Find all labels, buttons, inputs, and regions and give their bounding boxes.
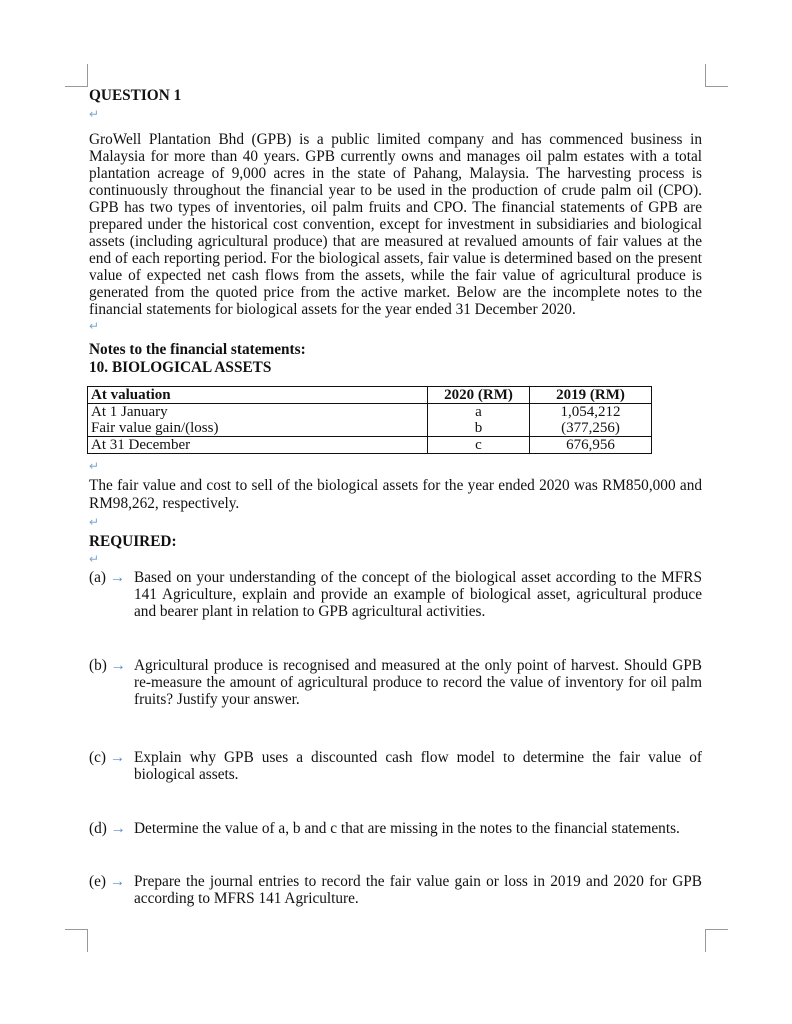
question-text: 141 Agriculture, explain and provide an example of biological asset, agricultural produce: [134, 586, 702, 603]
intro-line: prepared under the historical cost convention, except for investment in subsidiaries and biological: [89, 216, 702, 233]
paragraph-mark: ↵: [89, 459, 100, 473]
question-text: and bearer plant in relation to GPB agricultural activities.: [134, 603, 486, 620]
question-3-label: [89, 820, 129, 837]
question-text: according to MFRS 141 Agriculture.: [134, 890, 359, 907]
table-cell: b: [428, 420, 530, 437]
intro-line: end of each reporting period. For the biological assets, fair value is determined based on the present: [89, 250, 702, 267]
table-cell: a: [428, 404, 530, 421]
tab-arrow-icon: →: [109, 749, 126, 766]
question-label: (e): [89, 873, 106, 890]
question-4-label: [89, 873, 129, 890]
tab-arrow-icon: →: [110, 820, 126, 837]
question-label: (c): [89, 749, 106, 766]
table-cell: At 31 December: [88, 437, 428, 454]
question-1-label: [89, 657, 129, 674]
paragraph-mark: ↵: [89, 515, 100, 529]
question-text: Agricultural produce is recognised and measured at the only point of harvest. Should GPB: [134, 657, 702, 674]
intro-line: GroWell Plantation Bhd (GPB) is a public limited company and has commenced business in: [89, 131, 702, 148]
tab-arrow-icon: →: [109, 873, 126, 890]
paragraph-mark: ↵: [89, 319, 100, 333]
intro-line: financial statements for biological assets for the year ended 31 December 2020.: [89, 301, 576, 318]
intro-line: generated from the quoted price from the active market. Below are the incomplete notes to the: [89, 284, 702, 301]
crop-mark: [65, 64, 88, 87]
intro-line: continuously throughout the financial year to be used in the production of crude palm oil (CPO).: [89, 182, 702, 199]
crop-mark: [705, 929, 728, 952]
table-header: 2020 (RM): [428, 387, 530, 404]
crop-mark: [65, 929, 88, 952]
question-title: QUESTION 1: [89, 87, 182, 104]
table-cell: c: [428, 437, 530, 454]
table-header: At valuation: [88, 387, 428, 404]
question-text: fruits? Justify your answer.: [134, 691, 300, 708]
question-label: (a): [89, 569, 106, 586]
paragraph-mark: ↵: [89, 107, 100, 121]
required-heading: REQUIRED:: [89, 533, 177, 550]
table-cell: Fair value gain/(loss): [88, 420, 428, 437]
note-title: 10. BIOLOGICAL ASSETS: [89, 359, 272, 376]
intro-line: value of expected net cash flows from the assets, while the fair value of agricultural produce is: [89, 267, 702, 284]
question-0-label: [89, 569, 129, 586]
table-cell: At 1 January: [88, 404, 428, 421]
paragraph-mark: ↵: [89, 552, 100, 566]
question-label: (d): [89, 820, 107, 837]
question-text: biological assets.: [134, 766, 239, 783]
notes-heading: Notes to the financial statements:: [89, 341, 306, 358]
table-cell: 1,054,212: [530, 404, 652, 421]
question-text: re-measure the amount of agricultural produce to record the value of inventory for oil palm: [134, 674, 702, 691]
table-cell: 676,956: [530, 437, 652, 454]
question-text: Determine the value of a, b and c that are missing in the notes to the financial statements.: [134, 820, 680, 837]
question-text: Based on your understanding of the concept of the biological asset according to the MFRS: [134, 569, 702, 586]
intro-line: assets (including agricultural produce) that are measured at revalued amounts of fair values at the: [89, 233, 702, 250]
table-header: 2019 (RM): [530, 387, 652, 404]
crop-mark: [705, 64, 728, 87]
question-text: Explain why GPB uses a discounted cash flow model to determine the fair value of: [134, 749, 702, 766]
question-label: (b): [89, 657, 107, 674]
tab-arrow-icon: →: [109, 569, 126, 586]
question-2-label: [89, 749, 129, 766]
intro-line: plantation acreage of 9,000 acres in the state of Pahang, Malaysia. The harvesting process is: [89, 165, 702, 182]
fair-value-text: RM98,262, respectively.: [89, 495, 240, 512]
intro-line: GPB has two types of inventories, oil palm fruits and CPO. The financial statements of GPB are: [89, 199, 702, 216]
intro-line: Malaysia for more than 40 years. GPB currently owns and manages oil palm estates with a total: [89, 148, 702, 165]
table-cell: (377,256): [530, 420, 652, 437]
tab-arrow-icon: →: [110, 657, 126, 674]
fair-value-text: The fair value and cost to sell of the biological assets for the year ended 2020 was RM850,000 and: [89, 477, 702, 494]
question-text: Prepare the journal entries to record the fair value gain or loss in 2019 and 2020 for GPB: [134, 873, 702, 890]
biological-assets-table: [87, 386, 652, 454]
